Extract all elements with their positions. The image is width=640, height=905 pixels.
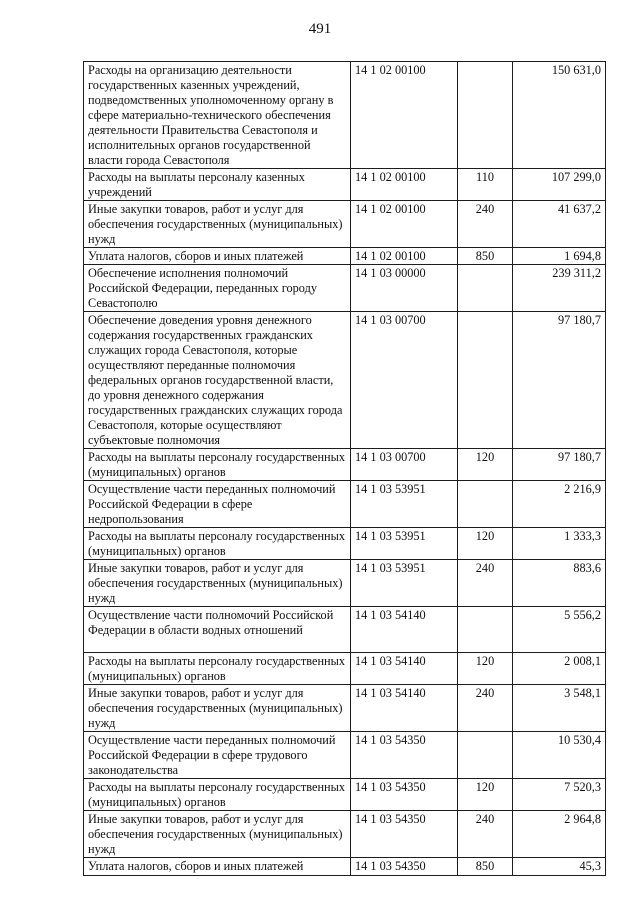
row-amount: 3 548,1 — [513, 685, 606, 732]
row-description: Расходы на выплаты персоналу государственных (муниципальных) органов — [84, 528, 351, 560]
page-number: 491 — [308, 21, 332, 37]
table-row — [84, 449, 606, 481]
row-description: Уплата налогов, сборов и иных платежей — [84, 248, 351, 265]
row-amount: 45,3 — [513, 858, 606, 876]
row-amount: 10 530,4 — [513, 732, 606, 779]
table-row — [84, 312, 606, 449]
row-code: 14 1 03 00000 — [351, 265, 458, 312]
table-row — [84, 858, 606, 876]
table-row — [84, 201, 606, 248]
row-code: 14 1 03 53951 — [351, 560, 458, 607]
row-expense-type: 850 — [458, 858, 513, 876]
table-row — [84, 732, 606, 779]
row-code: 14 1 03 54140 — [351, 607, 458, 653]
row-expense-type: 110 — [458, 169, 513, 201]
table-row — [84, 169, 606, 201]
row-expense-type: 120 — [458, 528, 513, 560]
row-description: Осуществление части переданных полномочий Российской Федерации в сфере трудового законодательства — [84, 732, 351, 779]
row-code: 14 1 03 54350 — [351, 732, 458, 779]
row-description: Иные закупки товаров, работ и услуг для обеспечения государственных (муниципальных) нужд — [84, 560, 351, 607]
row-code: 14 1 03 54350 — [351, 779, 458, 811]
row-description: Расходы на организацию деятельности государственных казенных учреждений, подведомственных уполномоченному органу в сфере материально-технического обеспечения деятельности Правительства Севастополя и исполнительных органов государственной власти города Севастополя — [84, 62, 351, 169]
row-code: 14 1 03 54350 — [351, 811, 458, 858]
table-row — [84, 607, 606, 653]
table-row — [84, 248, 606, 265]
row-amount: 107 299,0 — [513, 169, 606, 201]
budget-table — [83, 61, 606, 876]
row-expense-type: 240 — [458, 685, 513, 732]
row-expense-type — [458, 62, 513, 169]
row-amount: 97 180,7 — [513, 449, 606, 481]
row-expense-type — [458, 265, 513, 312]
row-expense-type: 120 — [458, 779, 513, 811]
row-description: Иные закупки товаров, работ и услуг для обеспечения государственных (муниципальных) нужд — [84, 685, 351, 732]
row-code: 14 1 03 54140 — [351, 685, 458, 732]
table-row — [84, 265, 606, 312]
row-code: 14 1 02 00100 — [351, 201, 458, 248]
table-row — [84, 62, 606, 169]
row-description: Осуществление части полномочий Российской Федерации в области водных отношений — [84, 607, 351, 653]
row-expense-type: 240 — [458, 811, 513, 858]
row-amount: 97 180,7 — [513, 312, 606, 449]
row-code: 14 1 03 00700 — [351, 312, 458, 449]
row-amount: 1 694,8 — [513, 248, 606, 265]
row-amount: 2 008,1 — [513, 653, 606, 685]
table-row — [84, 653, 606, 685]
row-code: 14 1 03 54140 — [351, 653, 458, 685]
row-code: 14 1 03 53951 — [351, 481, 458, 528]
table-row — [84, 779, 606, 811]
row-amount: 2 964,8 — [513, 811, 606, 858]
row-expense-type: 240 — [458, 201, 513, 248]
row-expense-type: 240 — [458, 560, 513, 607]
row-expense-type: 120 — [458, 449, 513, 481]
row-amount: 1 333,3 — [513, 528, 606, 560]
row-code: 14 1 02 00100 — [351, 62, 458, 169]
budget-table-body — [84, 62, 606, 876]
row-description: Расходы на выплаты персоналу государственных (муниципальных) органов — [84, 779, 351, 811]
table-row — [84, 811, 606, 858]
row-amount: 883,6 — [513, 560, 606, 607]
row-expense-type — [458, 732, 513, 779]
row-amount: 2 216,9 — [513, 481, 606, 528]
table-row — [84, 685, 606, 732]
row-description: Расходы на выплаты персоналу государственных (муниципальных) органов — [84, 449, 351, 481]
row-description: Расходы на выплаты персоналу казенных учреждений — [84, 169, 351, 201]
row-expense-type — [458, 607, 513, 653]
table-row — [84, 481, 606, 528]
row-amount: 7 520,3 — [513, 779, 606, 811]
row-description: Иные закупки товаров, работ и услуг для обеспечения государственных (муниципальных) нужд — [84, 811, 351, 858]
row-amount: 41 637,2 — [513, 201, 606, 248]
row-description: Обеспечение исполнения полномочий Российской Федерации, переданных городу Севастополю — [84, 265, 351, 312]
row-code: 14 1 02 00100 — [351, 169, 458, 201]
row-expense-type: 850 — [458, 248, 513, 265]
row-description: Осуществление части переданных полномочий Российской Федерации в сфере недропользования — [84, 481, 351, 528]
row-description: Расходы на выплаты персоналу государственных (муниципальных) органов — [84, 653, 351, 685]
row-expense-type — [458, 312, 513, 449]
row-code: 14 1 03 00700 — [351, 449, 458, 481]
row-description: Обеспечение доведения уровня денежного содержания государственных гражданских служащих города Севастополя, которые осуществляют переданные полномочия федеральных органов государственной власти, до уровня денежного содержания государственных гражданских служащих города Севастополя, которые осуществляют субъектовые полномочия — [84, 312, 351, 449]
row-expense-type — [458, 481, 513, 528]
table-row — [84, 528, 606, 560]
row-code: 14 1 02 00100 — [351, 248, 458, 265]
table-row — [84, 560, 606, 607]
row-amount: 5 556,2 — [513, 607, 606, 653]
row-code: 14 1 03 53951 — [351, 528, 458, 560]
row-description: Иные закупки товаров, работ и услуг для обеспечения государственных (муниципальных) нужд — [84, 201, 351, 248]
row-amount: 150 631,0 — [513, 62, 606, 169]
row-description: Уплата налогов, сборов и иных платежей — [84, 858, 351, 876]
row-code: 14 1 03 54350 — [351, 858, 458, 876]
row-amount: 239 311,2 — [513, 265, 606, 312]
row-expense-type: 120 — [458, 653, 513, 685]
